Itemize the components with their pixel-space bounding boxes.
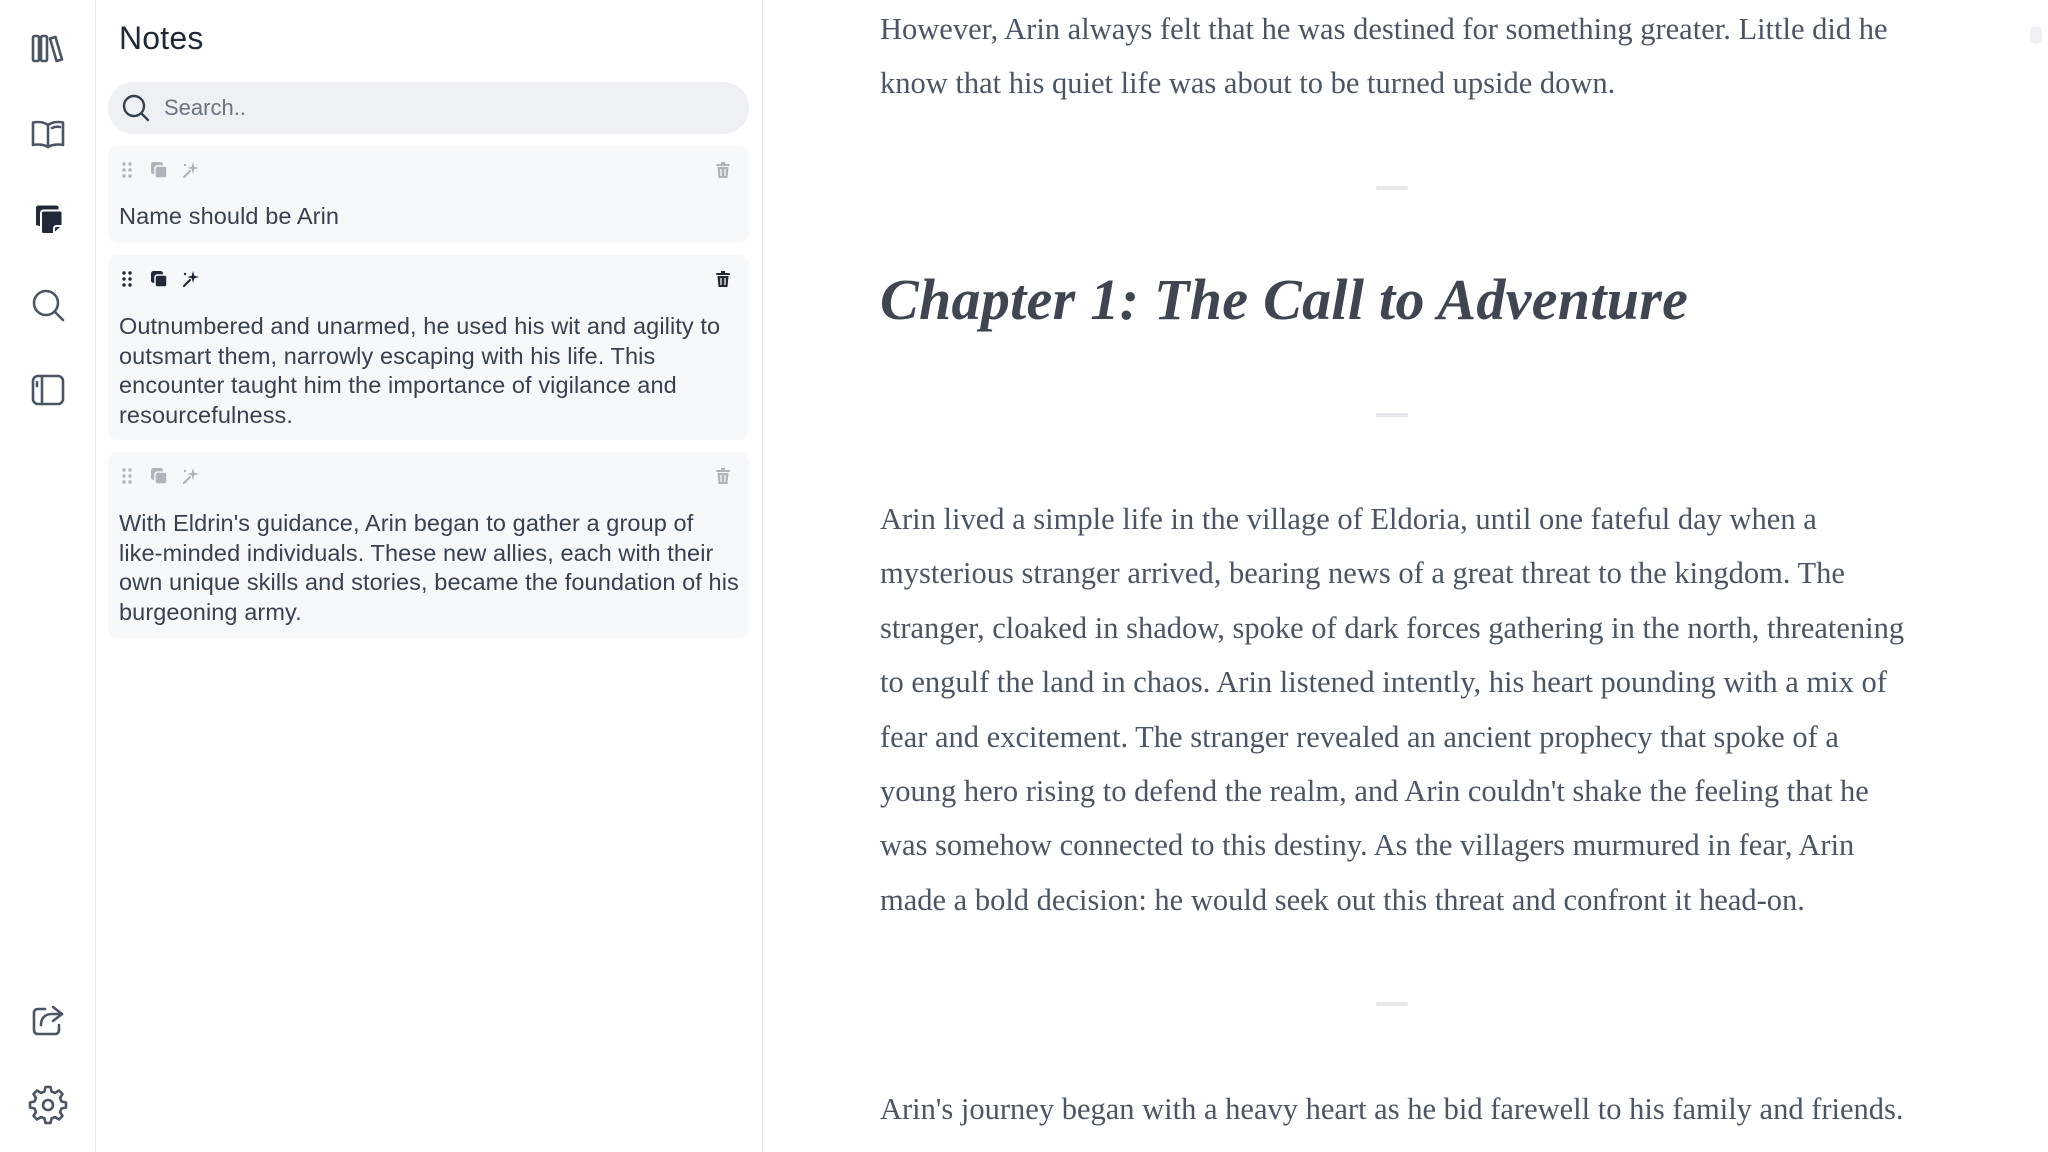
drag-handle-icon[interactable] <box>115 156 139 184</box>
note-toolbar <box>108 265 749 293</box>
share-button[interactable] <box>24 996 72 1044</box>
note-card[interactable] <box>108 146 749 243</box>
copy-icon[interactable] <box>147 265 171 293</box>
section-divider <box>1376 413 1408 417</box>
reader-content <box>764 0 2048 1152</box>
library-button[interactable] <box>24 24 72 72</box>
settings-button[interactable] <box>24 1081 72 1129</box>
library-icon <box>28 28 68 68</box>
delete-icon[interactable] <box>711 462 735 490</box>
note-card[interactable] <box>108 452 749 638</box>
reader-button[interactable] <box>24 110 72 158</box>
book-open-icon <box>28 114 68 154</box>
drag-handle-icon[interactable] <box>115 462 139 490</box>
notes-title: Notes <box>119 20 204 56</box>
notes-button[interactable] <box>24 195 72 243</box>
delete-icon[interactable] <box>711 156 735 184</box>
sparkle-icon[interactable] <box>179 462 203 490</box>
notes-search[interactable] <box>108 82 749 134</box>
sparkle-icon[interactable] <box>179 265 203 293</box>
search-icon <box>120 92 152 124</box>
sparkle-icon[interactable] <box>179 156 203 184</box>
note-toolbar <box>108 156 749 184</box>
note-text[interactable]: Outnumbered and unarmed, he used his wit and agility to outsmart them, narrowly escaping with his life. This encounter taught him the importance of vigilance and resourcefulness. <box>119 313 721 428</box>
search-button[interactable] <box>24 281 72 329</box>
notes-icon <box>28 199 68 239</box>
sidebar-toggle-button[interactable] <box>24 366 72 414</box>
copy-icon[interactable] <box>147 462 171 490</box>
note-card-active[interactable] <box>108 255 749 440</box>
note-text[interactable]: Name should be Arin <box>119 203 340 229</box>
chapter-paragraph: Arin's journey began with a heavy heart as he bid farewell to his family and friends. <box>880 1092 1904 1126</box>
section-divider <box>1376 186 1408 190</box>
chapter-paragraph: Arin lived a simple life in the village of Eldoria, until one fateful day when a mysterious stranger arrived, bearing news of a great threat to the kingdom. The stranger, cloaked in shadow, spoke of dark forces gathering in the north, threatening to engulf the land in chaos. Arin listened intently, his heart pounding with a mix of fear and excitement. The stranger revealed an ancient prophecy that spoke of a young hero rising to defend the realm, and Arin couldn't shake the feeling that he was somehow connected to this destiny. As the villagers murmured in fear, Arin made a bold decision: he would seek out this threat and confront it head-on. <box>880 502 1905 917</box>
intro-paragraph: However, Arin always felt that he was destined for something greater. Little did he know that his quiet life was about to be turned upside down. <box>880 12 1888 101</box>
drag-handle-icon[interactable] <box>115 265 139 293</box>
note-text[interactable]: With Eldrin's guidance, Arin began to gather a group of like-minded individuals. These new allies, each with their own unique skills and stories, became the foundation of his burgeoning army. <box>119 510 739 625</box>
share-icon <box>28 1000 68 1040</box>
search-icon <box>28 285 68 325</box>
sidebar-toggle-icon <box>28 370 68 410</box>
delete-icon[interactable] <box>711 265 735 293</box>
note-toolbar <box>108 462 749 490</box>
icon-rail <box>0 0 96 1152</box>
section-divider <box>1376 1002 1408 1006</box>
settings-icon <box>28 1085 68 1125</box>
search-input[interactable] <box>162 94 722 122</box>
chapter-title: Chapter 1: The Call to Adventure <box>880 267 1689 332</box>
scrollbar-thumb[interactable] <box>2030 26 2042 44</box>
notes-panel <box>96 0 763 1152</box>
copy-icon[interactable] <box>147 156 171 184</box>
